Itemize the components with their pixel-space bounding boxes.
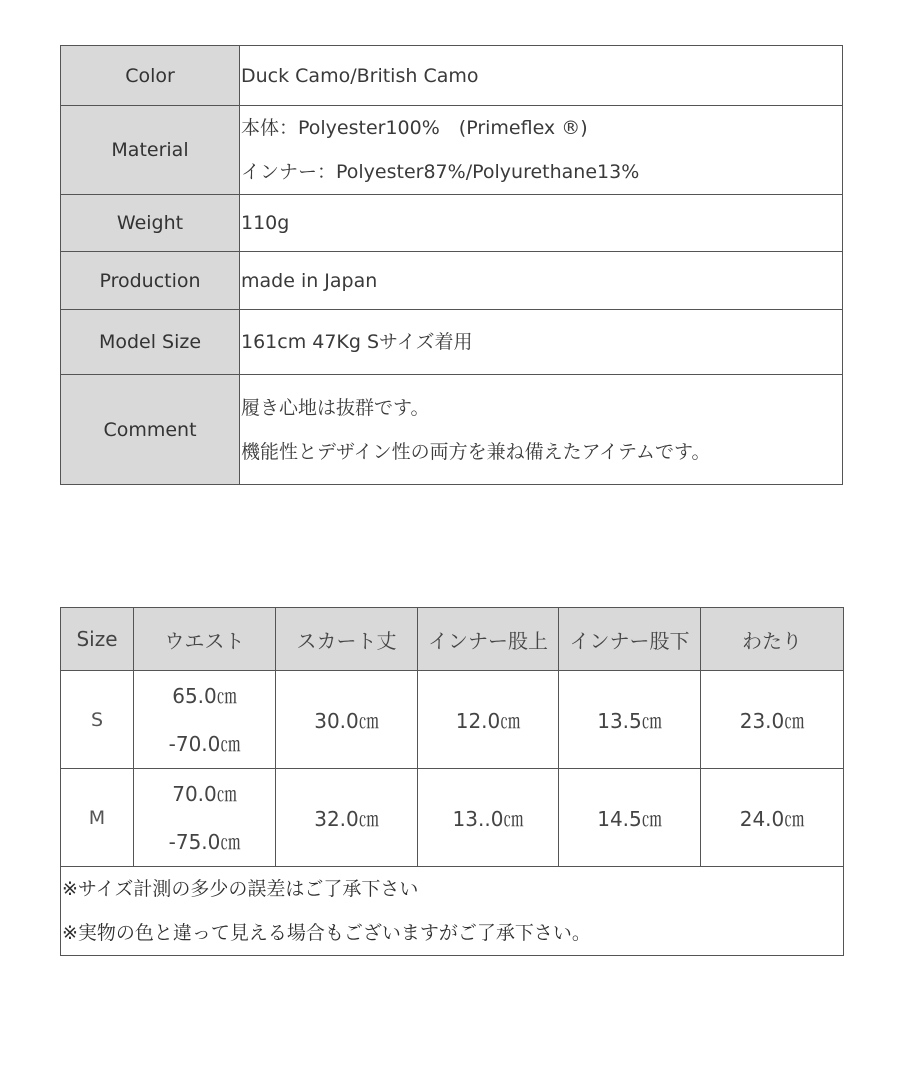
waist-max: -75.0㎝ [168, 829, 241, 854]
inner-inseam-cell: 14.5㎝ [559, 769, 701, 867]
spec-value-model-size [240, 310, 843, 375]
inner-rise-cell: 13..0㎝ [418, 769, 559, 867]
size-row-s [61, 671, 844, 769]
spec-table [60, 45, 843, 485]
inner-inseam-cell: 13.5㎝ [559, 671, 701, 769]
header-inner-rise: インナー股上 [418, 608, 559, 671]
spec-value-material [240, 106, 843, 195]
size-label: M [61, 769, 134, 867]
spec-row-comment [61, 375, 843, 485]
spec-value-line: インナー：Polyester87%/Polyurethane13% [241, 161, 640, 183]
spec-label-comment: Comment [61, 375, 240, 485]
spec-value-comment [240, 375, 843, 485]
waist-max: -70.0㎝ [168, 731, 241, 756]
skirt-length-cell: 32.0㎝ [276, 769, 418, 867]
waist-cell [134, 769, 276, 867]
spec-label-weight: Weight [61, 195, 240, 252]
spec-value-weight [240, 195, 843, 252]
spec-value-color [240, 46, 843, 106]
spec-label-production: Production [61, 252, 240, 310]
spec-value-line: 機能性とデザイン性の両方を兼ね備えたアイテムです。 [241, 440, 711, 463]
inner-rise-cell: 12.0㎝ [418, 671, 559, 769]
size-table [60, 607, 844, 956]
size-header-row [61, 608, 844, 671]
spec-value-line: 履き心地は抜群です。 [241, 396, 430, 419]
spec-value-line: made in Japan [241, 269, 378, 292]
spec-row-material [61, 106, 843, 195]
spec-label-material: Material [61, 106, 240, 195]
waist-min: 70.0㎝ [172, 781, 237, 806]
spec-value-line: 本体：Polyester100% (Primeflex ®) [241, 117, 588, 139]
header-skirt-length: スカート丈 [276, 608, 418, 671]
thigh-cell: 24.0㎝ [701, 769, 844, 867]
header-waist: ウエスト [134, 608, 276, 671]
size-notes [61, 867, 844, 956]
spec-value-line: 110g [241, 212, 290, 234]
spec-row-weight [61, 195, 843, 252]
size-row-m [61, 769, 844, 867]
spec-value-line: 161cm 47Kg Sサイズ着用 [241, 331, 473, 353]
skirt-length-cell: 30.0㎝ [276, 671, 418, 769]
waist-min: 65.0㎝ [172, 683, 237, 708]
spec-row-color [61, 46, 843, 106]
header-inner-inseam: インナー股下 [559, 608, 701, 671]
header-size: Size [61, 608, 134, 671]
spec-row-model-size [61, 310, 843, 375]
note-line: ※サイズ計測の多少の誤差はご了承下さい [62, 878, 419, 900]
spec-label-model-size: Model Size [61, 310, 240, 375]
size-label: S [61, 671, 134, 769]
header-thigh: わたり [701, 608, 844, 671]
thigh-cell: 23.0㎝ [701, 671, 844, 769]
size-notes-row [61, 867, 844, 956]
spec-label-color: Color [61, 46, 240, 106]
note-line: ※実物の色と違って見える場合もございますがご了承下さい。 [62, 922, 591, 944]
waist-cell [134, 671, 276, 769]
spec-value-production [240, 252, 843, 310]
spec-value-line: Duck Camo/British Camo [241, 64, 479, 87]
spec-row-production [61, 252, 843, 310]
